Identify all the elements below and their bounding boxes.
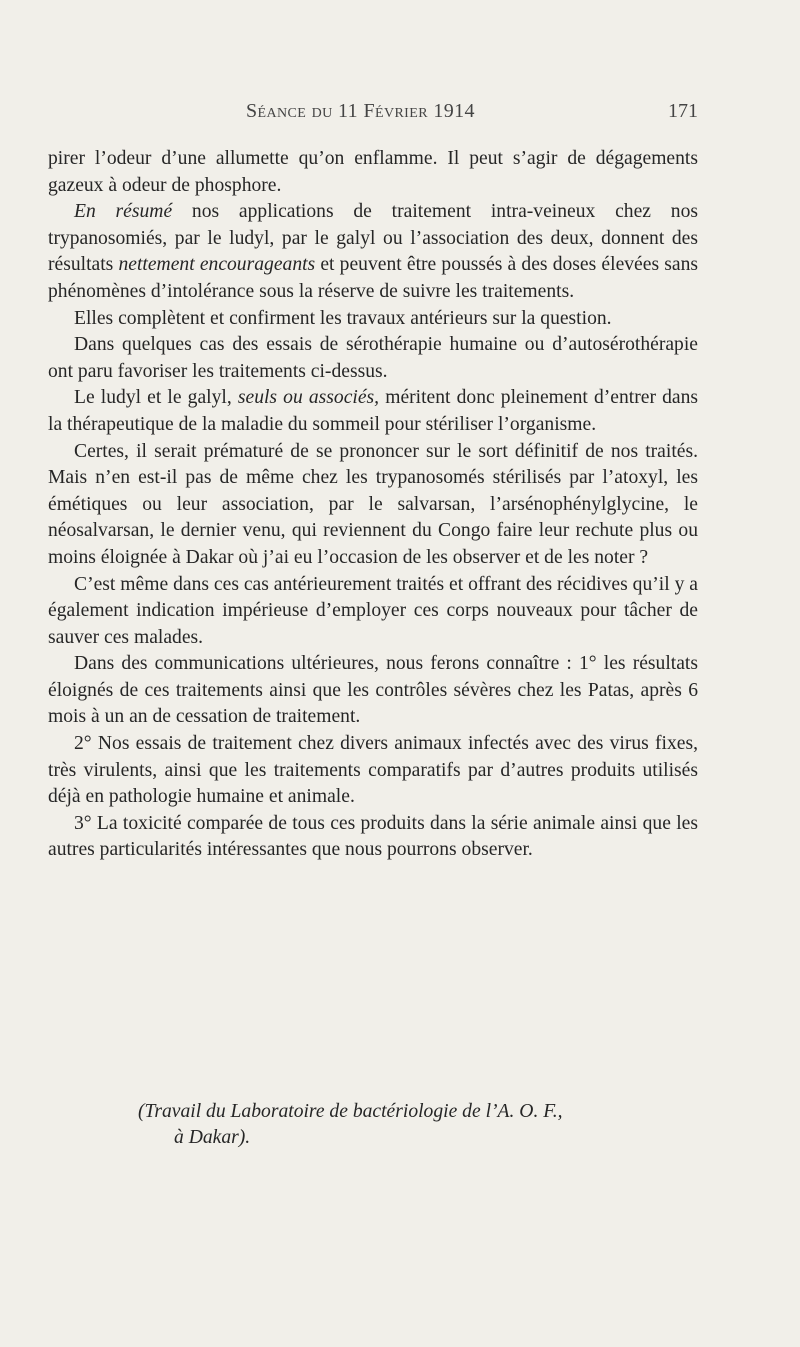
paragraph: En résumé nos applications de traitement intra-veineux chez nos trypanosomiés, par le ludyl, par le galyl ou l’association des deux, donnent des résultats nettement encourageants et peuvent être poussés à des doses élevées sans phénomènes d’intolérance sous la réserve de suivre les traitements. <box>48 201 698 302</box>
paragraph: 3° La toxicité comparée de tous ces produits dans la série animale ainsi que les autres particularités intéressantes que nous pourrons observer. <box>48 812 698 861</box>
paragraph: Elles complètent et confirment les travaux antérieurs sur la question. <box>74 307 612 329</box>
paragraph: pirer l’odeur d’une allumette qu’on enflamme. Il peut s’agir de dégagements gazeux à odeur de phosphore. <box>48 148 698 196</box>
credit-line: (Travail du Laboratoire de bactériologie de l’A. O. F., <box>138 1101 563 1122</box>
paragraph: 2° Nos essais de traitement chez divers animaux infectés avec des virus fixes, très virulents, ainsi que les traitements comparatifs par d’autres produits utilisés déjà en pathologie humaine et animale. <box>48 733 698 808</box>
paragraph: Certes, il serait prématuré de se prononcer sur le sort définitif de nos traités. Mais n’en est-il pas de même chez les trypanosomés stérilisés par l’atoxyl, les émétiques ou leur association, par le salvarsan, l’arsénophénylglycine, le néosalvarsan, le dernier venu, qui reviennent du Congo faire leur rechute plus ou moins éloignée à Dakar où j’ai eu l’occasion de les observer et de les noter ? <box>48 440 698 568</box>
body-text <box>48 146 698 864</box>
paragraph: Le ludyl et le galyl, seuls ou associés, méritent donc pleinement d’entrer dans la thérapeutique de la maladie du sommeil pour stériliser l’organisme. <box>48 387 699 435</box>
paragraph: Dans des communications ultérieures, nous ferons connaître : 1° les résultats éloignés de ces traitements ainsi que les contrôles sévères chez les Patas, après 6 mois à un an de cessation de traitement. <box>48 653 698 728</box>
page-number: 171 <box>668 100 698 122</box>
paragraph: Dans quelques cas des essais de sérothérapie humaine ou d’autosérothérapie ont paru favoriser les traitements ci-dessus. <box>48 334 698 382</box>
credit-line: à Dakar). <box>174 1127 251 1148</box>
credit-note <box>138 1099 698 1151</box>
paragraph: C’est même dans ces cas antérieurement traités et offrant des récidives qu’il y a également indication impérieuse d’employer ces corps nouveaux pour tâcher de sauver ces malades. <box>48 573 698 648</box>
running-title: Séance du 11 Février 1914 <box>246 100 475 122</box>
